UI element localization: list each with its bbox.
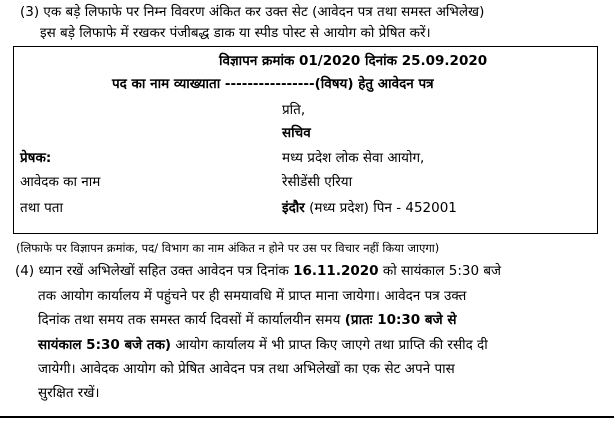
applicant-name-label: आवेदक का नाम [20,174,101,190]
para4-l4b: आयोग कार्यालय में भी प्राप्त किए जाएगे तथा प्राप्ति की रसीद दी [171,337,488,353]
para4-line6: सुरक्षित रखें। [38,385,100,401]
para4-l3a: दिनांक तथा समय तक समस्त कार्य दिवसों में कार्यालयीन समय [38,312,345,328]
para4-l3b: (प्रातः 10:30 बजे से [344,312,457,328]
para4-date: 16.11.2020 [293,263,379,279]
para3-line2: इस बड़े लिफाफे में रखकर पंजीबद्ध डाक या स्पीड पोस्ट से आयोग को प्रेषित करें। [40,25,431,41]
envelope-note: (लिफाफे पर विज्ञापन क्रमांक, पद/ विभाग का नाम अंकित न होने पर उस पर विचार नहीं किया जाएगा) [16,241,440,255]
post-line: पद का नाम व्याख्याता ----------------(विषय) हेतु आवेदन पत्र [112,76,434,92]
para4-line2: तक आयोग कार्यालय में पहुंचने पर ही समयावधि में प्राप्त माना जायेगा। आवेदन पत्र उक्त [38,288,467,304]
address-label: तथा पता [20,200,63,216]
preshak-label: प्रेषक: [20,150,52,166]
commission-text: मध्य प्रदेश लोक सेवा आयोग, [282,150,425,166]
para3-line1: (3) एक बड़े लिफाफे पर निम्न विवरण अंकित कर उक्त सेट (आवेदन पत्र तथा समस्त अभिलेख) [20,4,485,20]
sachiv-text: सचिव [282,125,311,141]
indore-address [282,199,457,217]
para4-l1c: को सायंकाल 5:30 बजे [378,263,502,279]
advt-line: विज्ञापन क्रमांक 01/2020 दिनांक 25.09.2020 [219,53,488,69]
bottom-rule [0,416,614,418]
para4-line1 [15,262,501,280]
para4-l4a: सायंकाल 5:30 बजे तक) [38,337,172,353]
para4-line4 [38,336,488,354]
indore-rest: (मध्य प्रदेश) पिन - 452001 [304,200,457,216]
para4-line5: जायेगी। आवेदक आयोग को प्रेषित आवेदन पत्र तथा अभिलेखों का एक सेट अपने पास [38,361,455,377]
indore-bold: इंदौर [282,200,305,216]
prati-text: प्रति, [282,102,306,118]
envelope-box [13,46,598,234]
para4-line3 [38,311,456,329]
para4-l1a: (4) ध्यान रखें अभिलेखों सहित उक्त आवेदन पत्र दिनांक [15,263,294,279]
residency-text: रेसीडेंसी एरिया [282,174,353,190]
